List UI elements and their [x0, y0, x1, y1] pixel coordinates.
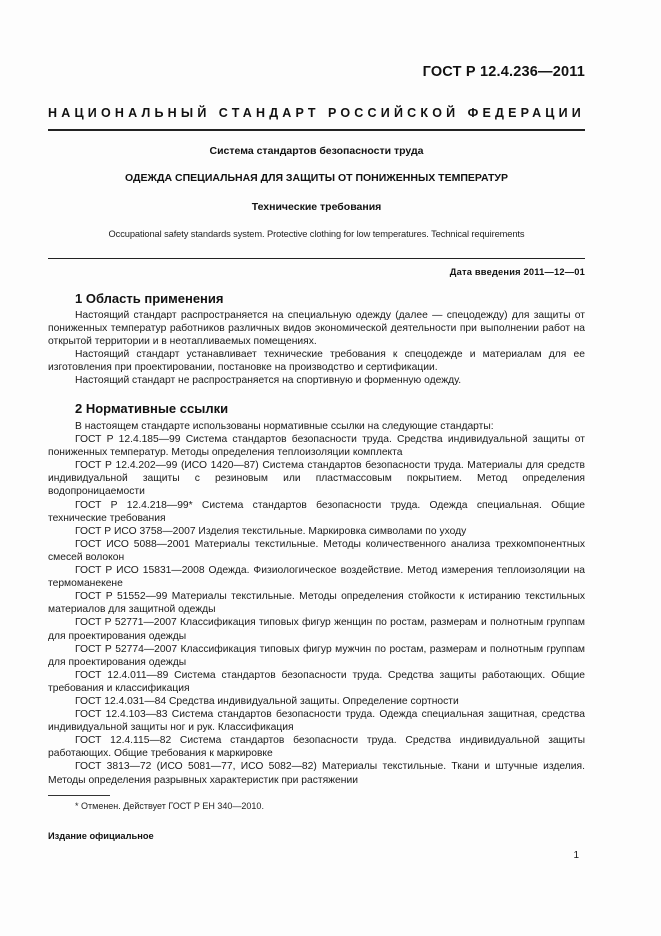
paragraph: В настоящем стандарте использованы нормативные ссылки на следующие стандарты: — [75, 421, 494, 432]
english-title: Occupational safety standards system. Protective clothing for low temperatures. Technical requirements — [108, 229, 525, 239]
national-standard-banner: НАЦИОНАЛЬНЫЙ СТАНДАРТ РОССИЙСКОЙ ФЕДЕРАЦИИ — [48, 106, 585, 120]
reference-item: ГОСТ Р ИСО 15831—2008 Одежда. Физиологическое воздействие. Метод измерения теплоизоляции на термоманекене — [48, 565, 585, 590]
page-number: 1 — [573, 850, 579, 861]
section-heading-references: 2 Нормативные ссылки — [75, 401, 229, 416]
document-number: ГОСТ Р 12.4.236—2011 — [422, 64, 585, 80]
reference-item: ГОСТ 3813—72 (ИСО 5081—77, ИСО 5082—82) Материалы текстильные. Ткани и штучные изделия. Методы определения разрывных характеристик при растяжении — [48, 761, 585, 786]
section-references-body — [48, 420, 585, 787]
reference-item: ГОСТ Р 12.4.202—99 (ИСО 1420—87) Система стандартов безопасности труда. Материалы для средств индивидуальной защиты с резиновым или пластмассовым покрытием. Метод определения водопроницаемости — [48, 460, 585, 498]
header-rule — [48, 129, 585, 131]
title-rule — [48, 258, 585, 259]
reference-item: ГОСТ 12.4.011—89 Система стандартов безопасности труда. Средства защиты работающих. Общие требования и классификация — [48, 669, 585, 694]
section-heading-scope: 1 Область применения — [75, 291, 224, 306]
reference-item: ГОСТ 12.4.031—84 Средства индивидуальной защиты. Определение сортности — [75, 695, 459, 707]
section-scope-body — [48, 309, 585, 388]
subtitle: Технические требования — [251, 201, 382, 213]
system-title: Система стандартов безопасности труда — [209, 145, 424, 157]
paragraph: Настоящий стандарт не распространяется на спортивную и форменную одежду. — [75, 375, 462, 387]
reference-item: ГОСТ 12.4.115—82 Система стандартов безопасности труда. Средства индивидуальной защиты работающих. Общие требования к маркировке — [48, 735, 585, 760]
reference-item: ГОСТ Р 51552—99 Материалы текстильные. Методы определения стойкости к истиранию текстильных материалов для защитной одежды — [48, 591, 585, 616]
footnote: * Отменен. Действует ГОСТ Р ЕН 340—2010. — [75, 801, 264, 811]
reference-item: ГОСТ Р 12.4.218—99* Система стандартов безопасности труда. Одежда специальная. Общие технические требования — [48, 499, 585, 524]
reference-item: ГОСТ Р 52774—2007 Классификация типовых фигур мужчин по ростам, размерам и полнотным группам для проектирования одежды — [48, 643, 585, 668]
paragraph: Настоящий стандарт распространяется на специальную одежду (далее — спецодежду) для защиты от пониженных температур работников различных видов экономической деятельности при выполнении работ на открытой территории и в неотапливаемых помещениях. — [48, 310, 585, 348]
reference-item: ГОСТ Р 52771—2007 Классификация типовых фигур женщин по ростам, размерам и полнотным группам для проектирования одежды — [48, 617, 585, 642]
reference-item: ГОСТ Р ИСО 3758—2007 Изделия текстильные. Маркировка символами по уходу — [75, 525, 467, 537]
reference-item: ГОСТ 12.4.103—83 Система стандартов безопасности труда. Одежда специальная защитная, средства индивидуальной защиты ног и рук. Классификация — [48, 709, 585, 734]
footnote-rule — [48, 795, 110, 796]
edition-label: Издание официальное — [48, 831, 154, 841]
reference-item: ГОСТ ИСО 5088—2001 Материалы текстильные. Методы количественного анализа трехкомпонентных смесей волокон — [48, 538, 585, 563]
paragraph: Настоящий стандарт устанавливает технические требования к спецодежде и материалам для ее изготовления при проектировании, постановке на производство и сертификации. — [48, 349, 585, 374]
reference-item: ГОСТ Р 12.4.185—99 Система стандартов безопасности труда. Средства индивидуальной защиты от пониженных температур. Методы определения теплоизоляции комплекта — [48, 434, 585, 459]
main-title: ОДЕЖДА СПЕЦИАЛЬНАЯ ДЛЯ ЗАЩИТЫ ОТ ПОНИЖЕННЫХ ТЕМПЕРАТУР — [125, 172, 508, 184]
effective-date: Дата введения 2011—12—01 — [449, 267, 585, 277]
